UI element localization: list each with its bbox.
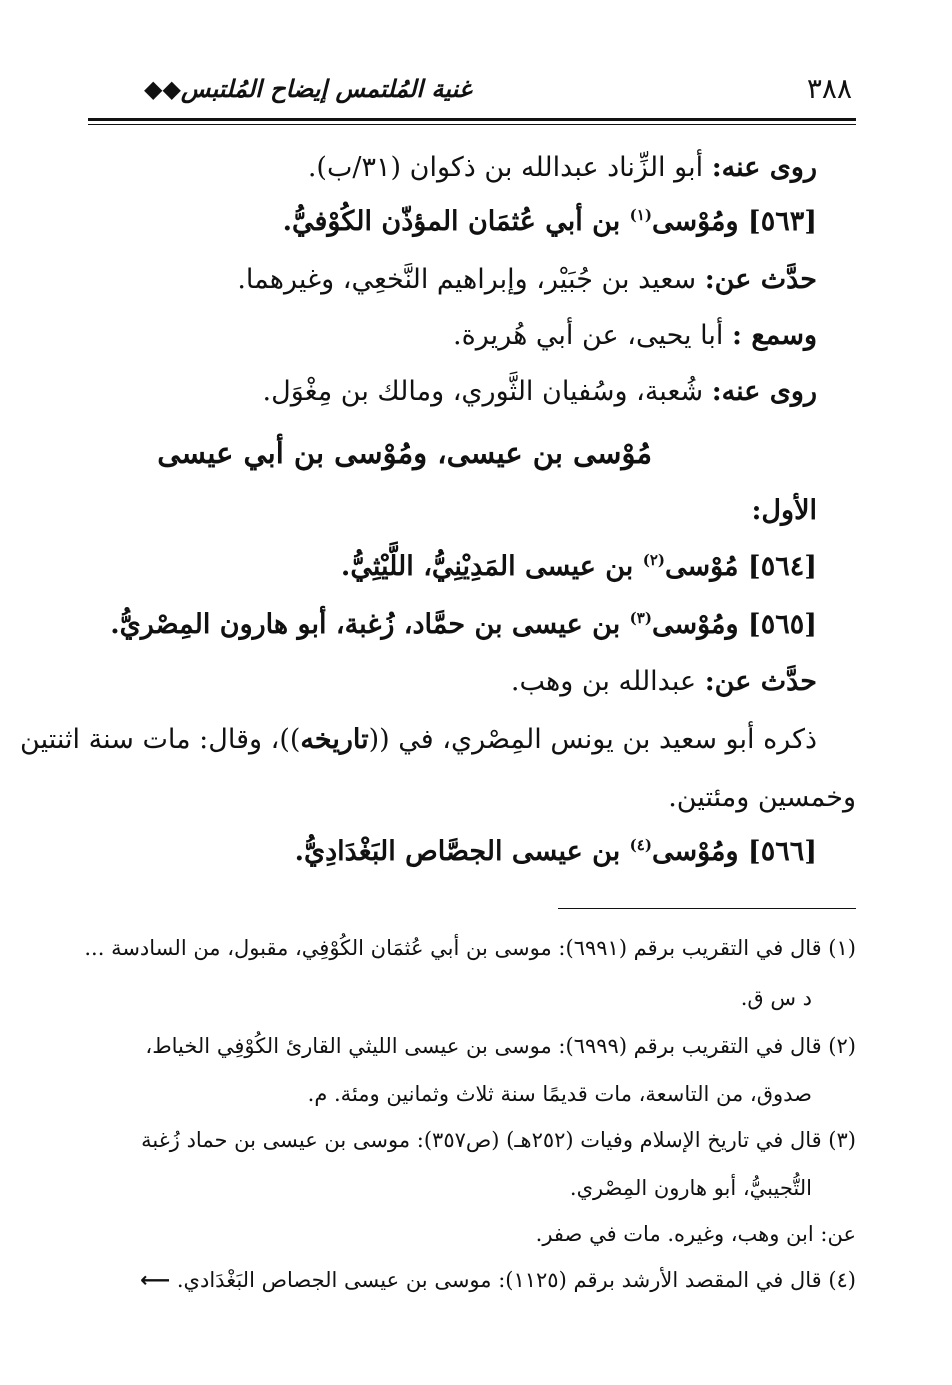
- footnote-ref-2: (٢): [642, 551, 665, 569]
- running-title: غنية المُلتمس إيضاح المُلتبس◆◆: [144, 74, 472, 103]
- entry-565-name: بن عيسى بن حمَّاد، زُغبة، أبو هارون المِصْريُّ.: [110, 609, 630, 640]
- footnote-2: (٢) قال في التقريب برقم (٦٩٩٩): موسى بن عيسى الليثي القارئ الكُوْفِي الخياط،: [145, 1034, 856, 1058]
- footnote-3-cont: التُّجيبيُّ، أبو هارون المِصْري.: [569, 1176, 812, 1200]
- narrated-by-line: [308, 152, 817, 184]
- narrated-by-text-2: شُعبة، وسُفيان الثَّوري، ومالك بن مِغْوَل.: [262, 376, 712, 407]
- header-rule-thin: [88, 124, 856, 125]
- entry-563-head: [٥٦٣] ومُوْسى: [651, 206, 817, 237]
- entry-564: [341, 551, 817, 583]
- entry-565: [110, 609, 817, 641]
- heard-from-text: سعيد بن جُبَيْر، وإبراهيم النَّخعِي، وغيرهما.: [237, 264, 705, 295]
- mention-line: [20, 724, 817, 756]
- entry-566: [295, 836, 817, 868]
- entry-566-name: بن عيسى الجصَّاص البَغْدَادِيُّ.: [294, 836, 630, 867]
- footnote-1: (١) قال في التقريب برقم (٦٩٩١): موسى بن أبي عُثمَان الكُوْفِي، مقبول، من السادسة ...: [84, 936, 856, 960]
- footnote-ref-4: (٤): [629, 836, 652, 854]
- mention-text-a: ذكره أبو سعيد بن يونس المِصْري، في ((: [368, 724, 817, 755]
- heard-from-label-2: حدَّث عن:: [704, 666, 817, 697]
- entry-564-name: بن عيسى المَدِيْنِيُّ، اللَّيْثِيُّ.: [340, 551, 643, 582]
- footnote-ref-3: (٣): [629, 609, 652, 627]
- entry-566-head: [٥٦٦] ومُوْسى: [651, 836, 817, 867]
- arrow-left-icon: ⟵: [140, 1268, 171, 1292]
- heard-from-line: [237, 264, 817, 296]
- narrated-by-label-2: روى عنه:: [711, 376, 817, 407]
- entry-563-name: بن أبي عُثمَان المؤذّن الكُوْفيُّ.: [282, 206, 630, 237]
- entry-565-head: [٥٦٥] ومُوْسى: [651, 609, 817, 640]
- heard-from-line-2: [511, 666, 817, 698]
- footnote-separator: [558, 908, 856, 909]
- narrated-by-label: روى عنه:: [711, 152, 817, 183]
- mention-text-b: ))، وقال: مات سنة اثنتين: [20, 724, 301, 755]
- footnote-3-cont-2: عن: ابن وهب، وغيره. مات في صفر.: [535, 1222, 856, 1246]
- footnote-2-cont: صدوق، من التاسعة، مات قديمًا سنة ثلاث وثمانين ومئة. م.: [307, 1082, 812, 1106]
- footnote-4: [140, 1268, 856, 1293]
- heard-from-text-2: عبدالله بن وهب.: [510, 666, 705, 697]
- header-rule-thick: [88, 118, 856, 121]
- heard-from-label: حدَّث عن:: [704, 264, 817, 295]
- page-number: ٣٨٨: [806, 72, 852, 105]
- mention-line-cont: وخمسين ومئتين.: [668, 782, 856, 813]
- narrated-by-text: أبو الزِّناد عبدالله بن ذكوان (٣١/ب).: [307, 152, 712, 183]
- listened-label: وسمع :: [731, 320, 817, 351]
- narrated-by-line-2: [263, 376, 817, 408]
- first-label: الأول:: [751, 495, 817, 526]
- footnote-1-cont: د س ق.: [740, 986, 812, 1010]
- footnote-4-text: (٤) قال في المقصد الأرشد برقم (١١٢٥): موسى بن عيسى الجصاص البَغْدَادي.: [176, 1268, 856, 1292]
- listened-text: أبا يحيى، عن أبي هُريرة.: [453, 320, 732, 351]
- page-header: [88, 66, 856, 118]
- section-heading: مُوْسى بن عيسى، ومُوْسى بن أبي عيسى: [157, 436, 652, 470]
- footnote-ref-1: (١): [629, 206, 652, 224]
- footnote-3: (٣) قال في تاريخ الإسلام وفيات (٢٥٢هـ) (ص٣٥٧): موسى بن عيسى بن حماد زُغبة: [141, 1128, 856, 1152]
- entry-563: [283, 206, 817, 238]
- entry-564-head: [٥٦٤] مُوْسى: [664, 551, 817, 582]
- mention-book-title: تاريخه: [300, 724, 369, 755]
- listened-line: [453, 320, 817, 352]
